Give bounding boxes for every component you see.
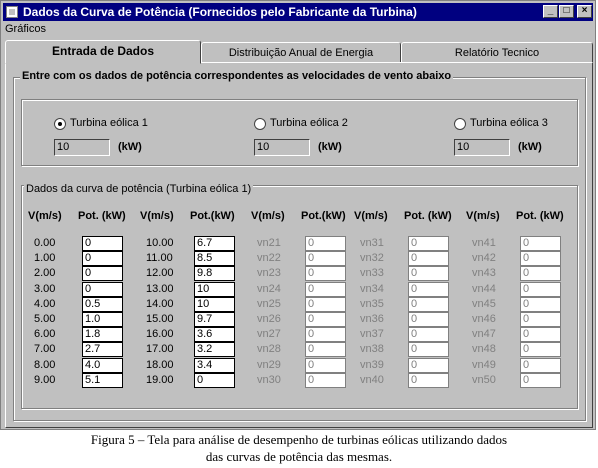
wind-speed-label: vn48 [472,343,496,355]
wind-speed-label: vn46 [472,313,496,325]
power-input[interactable]: 0 [408,266,449,281]
power-input[interactable]: 0 [194,373,235,388]
power-input[interactable]: 0 [305,251,346,266]
wind-speed-label: vn49 [472,359,496,371]
turbine-2-kw-unit: (kW) [318,141,342,153]
turbine-1-label: Turbina eólica 1 [70,117,148,129]
menu-bar [5,23,46,39]
power-input[interactable]: 2.7 [82,342,123,357]
col-4-speed-header: V(m/s) [354,210,388,222]
wind-speed-label: 1.00 [34,252,56,264]
col-5-speed-header: V(m/s) [466,210,500,222]
power-input[interactable]: 0 [305,282,346,297]
power-input[interactable]: 0 [82,282,123,297]
power-input[interactable]: 3.2 [194,342,235,357]
turbine-2-radio[interactable] [254,118,266,130]
figure-caption-line-2: das curvas de potência das mesmas. [205,449,393,464]
power-input[interactable]: 5.1 [82,373,123,388]
wind-speed-label: vn21 [257,237,281,249]
power-input[interactable]: 3.4 [194,358,235,373]
power-input[interactable]: 0 [520,327,561,342]
tab-distribuicao-anual[interactable]: Distribuição Anual de Energia [201,42,401,64]
wind-speed-label: 7.00 [34,343,56,355]
wind-speed-label: vn29 [257,359,281,371]
wind-speed-label: vn43 [472,267,496,279]
maximize-button[interactable]: □ [559,5,574,18]
power-input[interactable]: 0 [305,297,346,312]
power-input[interactable]: 0 [408,297,449,312]
wind-speed-label: vn25 [257,298,281,310]
power-input[interactable]: 0 [305,327,346,342]
app-icon [6,6,18,18]
power-input[interactable]: 0 [82,266,123,281]
power-input[interactable]: 0 [305,312,346,327]
wind-speed-label: vn42 [472,252,496,264]
power-input[interactable]: 0 [520,251,561,266]
power-input[interactable]: 0 [82,251,123,266]
menu-graficos[interactable]: Gráficos [5,23,46,35]
turbine-3-radio[interactable] [454,118,466,130]
power-input[interactable]: 0.5 [82,297,123,312]
wind-speed-label: 9.00 [34,374,56,386]
power-input[interactable]: 0 [520,358,561,373]
power-input[interactable]: 3.6 [194,327,235,342]
wind-speed-label: 11.00 [146,252,173,264]
power-input[interactable]: 6.7 [194,236,235,251]
wind-speed-label: vn23 [257,267,281,279]
wind-speed-label: vn41 [472,237,496,249]
power-input[interactable]: 0 [520,297,561,312]
power-input[interactable]: 0 [305,266,346,281]
wind-speed-label: 6.00 [34,328,56,340]
minimize-button[interactable]: _ [543,5,558,18]
power-input[interactable]: 0 [408,358,449,373]
wind-speed-label: 18.00 [146,359,174,371]
wind-speed-label: 10.00 [146,237,174,249]
wind-speed-label: vn39 [360,359,384,371]
col-2-speed-header: V(m/s) [140,210,174,222]
wind-speed-label: 17.00 [146,343,174,355]
turbine-1-kw-unit: (kW) [118,141,142,153]
wind-speed-label: vn28 [257,343,281,355]
turbine-1-radio[interactable] [54,118,66,130]
power-input[interactable]: 0 [305,358,346,373]
wind-speed-label: vn36 [360,313,384,325]
wind-speed-label: vn26 [257,313,281,325]
wind-speed-label: vn32 [360,252,384,264]
col-4-power-header: Pot. (kW) [404,210,452,222]
tab-panel [5,62,593,428]
power-input[interactable]: 1.0 [82,312,123,327]
power-input[interactable]: 0 [82,236,123,251]
turbine-2-label: Turbina eólica 2 [270,117,348,129]
close-button[interactable]: × [577,5,592,18]
wind-speed-label: vn35 [360,298,384,310]
col-1-power-header: Pot. (kW) [78,210,126,222]
power-input[interactable]: 4.0 [82,358,123,373]
turbine-3-kw-field[interactable]: 10 [454,139,510,156]
wind-speed-label: vn45 [472,298,496,310]
tab-relatorio-tecnico[interactable]: Relatório Tecnico [401,42,593,64]
figure-caption-line-1: Figura 5 – Tela para análise de desempenho de turbinas eólicas utilizando dados [90,432,508,447]
wind-speed-label: vn50 [472,374,496,386]
curve-group-title: Dados da curva de potência (Turbina eólica 1) [26,183,252,195]
wind-speed-label: 0.00 [34,237,56,249]
power-input[interactable]: 10 [194,297,235,312]
wind-speed-label: vn22 [257,252,281,264]
wind-speed-label: 14.00 [146,298,174,310]
wind-speed-label: vn47 [472,328,496,340]
power-input[interactable]: 8.5 [194,251,235,266]
col-5-power-header: Pot. (kW) [516,210,564,222]
wind-speed-label: vn30 [257,374,281,386]
power-input[interactable]: 0 [305,373,346,388]
turbine-3-label: Turbina eólica 3 [470,117,548,129]
wind-speed-label: 4.00 [34,298,56,310]
col-2-power-header: Pot.(kW) [190,210,235,222]
power-input[interactable]: 0 [408,327,449,342]
power-input[interactable]: 9.7 [194,312,235,327]
wind-speed-label: vn27 [257,328,281,340]
col-1-speed-header: V(m/s) [28,210,62,222]
outer-group-title: Entre com os dados de potência correspondentes as velocidades de vento abaixo [22,70,452,82]
wind-speed-label: 8.00 [34,359,56,371]
power-input[interactable]: 0 [408,373,449,388]
power-input[interactable]: 0 [520,342,561,357]
wind-speed-label: vn33 [360,267,384,279]
wind-speed-label: 15.00 [146,313,174,325]
wind-speed-label: vn37 [360,328,384,340]
power-input[interactable]: 0 [520,282,561,297]
power-input[interactable]: 0 [520,236,561,251]
col-3-speed-header: V(m/s) [251,210,285,222]
wind-speed-label: 2.00 [34,267,56,279]
wind-speed-label: vn44 [472,283,496,295]
wind-speed-label: 13.00 [146,283,174,295]
power-input[interactable]: 0 [408,236,449,251]
title-bar[interactable] [3,3,593,21]
window-title: Dados da Curva de Potência (Fornecidos pelo Fabricante da Turbina) [23,5,417,19]
power-input[interactable]: 1.8 [82,327,123,342]
wind-speed-label: vn34 [360,283,384,295]
wind-speed-label: 5.00 [34,313,56,325]
power-input[interactable]: 0 [520,266,561,281]
wind-speed-label: vn40 [360,374,384,386]
turbine-1-kw-field[interactable]: 10 [54,139,110,156]
power-input[interactable]: 0 [520,312,561,327]
wind-speed-label: 3.00 [34,283,56,295]
turbine-3-kw-unit: (kW) [518,141,542,153]
wind-speed-label: vn24 [257,283,281,295]
power-input[interactable]: 0 [408,282,449,297]
power-input[interactable]: 0 [408,251,449,266]
power-input[interactable]: 0 [305,342,346,357]
power-input[interactable]: 10 [194,282,235,297]
wind-speed-label: vn31 [360,237,384,249]
power-input[interactable]: 0 [305,236,346,251]
col-3-power-header: Pot.(kW) [301,210,346,222]
turbine-2-kw-field[interactable]: 10 [254,139,310,156]
power-input[interactable]: 0 [520,373,561,388]
wind-speed-label: 19.00 [146,374,174,386]
wind-speed-label: 16.00 [146,328,174,340]
wind-speed-label: vn38 [360,343,384,355]
wind-speed-label: 12.00 [146,267,174,279]
power-input[interactable]: 0 [408,342,449,357]
power-input[interactable]: 9.8 [194,266,235,281]
tab-entrada-de-dados[interactable]: Entrada de Dados [5,40,201,64]
power-input[interactable]: 0 [408,312,449,327]
